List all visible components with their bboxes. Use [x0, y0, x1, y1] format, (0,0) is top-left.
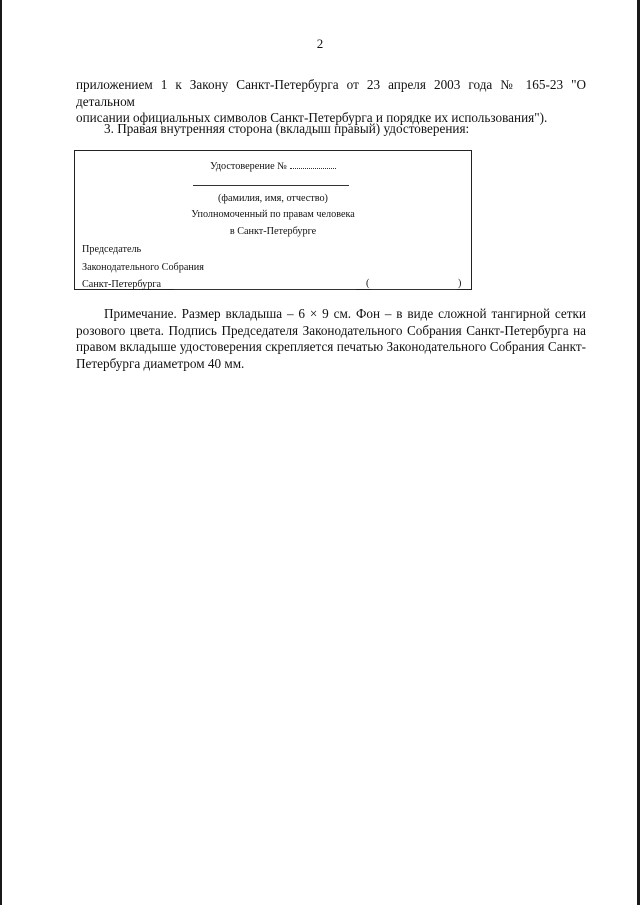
full-name-line	[193, 185, 349, 186]
signatory-title-line-3: Санкт-Петербурга	[82, 279, 162, 290]
note-paragraph	[76, 306, 586, 372]
ombudsman-title-line-1: Уполномоченный по правам человека	[191, 209, 355, 220]
note-text: Примечание. Размер вкладыша – 6 × 9 см. Фон – в виде сложной тангирной сетки розового цвета. Подпись Председателя Законодательного Собрания Санкт-Петербурга на правом вкладыше удостоверения скрепляется печатью Законодательного Собрания Санкт-Петербурга диаметром 40 мм.	[76, 306, 586, 371]
name-paren-open: (	[366, 278, 370, 289]
continuation-line-1: приложением 1 к Закону Санкт-Петербурга от 23 апреля 2003 года № 165-23 "О детальном	[76, 77, 586, 109]
name-paren-close: )	[458, 278, 462, 289]
scan-left-edge	[0, 0, 2, 905]
signatory-title-line-1: Председатель	[82, 244, 142, 255]
item-3-paragraph: 3. Правая внутренняя сторона (вкладыш правый) удостоверения:	[104, 121, 470, 136]
signatory-title-line-2: Законодательного Собрания	[82, 262, 204, 273]
certificate-number-blank	[290, 158, 336, 169]
printed-name-line	[371, 289, 457, 290]
full-name-caption: (фамилия, имя, отчество)	[218, 193, 328, 204]
certificate-insert-form	[74, 150, 472, 290]
ombudsman-title-line-2: в Санкт-Петербурге	[229, 226, 317, 237]
certificate-title	[75, 158, 471, 172]
signature-line	[174, 289, 356, 290]
page-number: 2	[316, 36, 324, 51]
continuation-paragraph	[76, 77, 586, 127]
certificate-title-text: Удостоверение №	[210, 161, 287, 172]
continuation-line-2: описании официальных символов Санкт-Петербурга и порядке их использования").	[76, 110, 548, 125]
